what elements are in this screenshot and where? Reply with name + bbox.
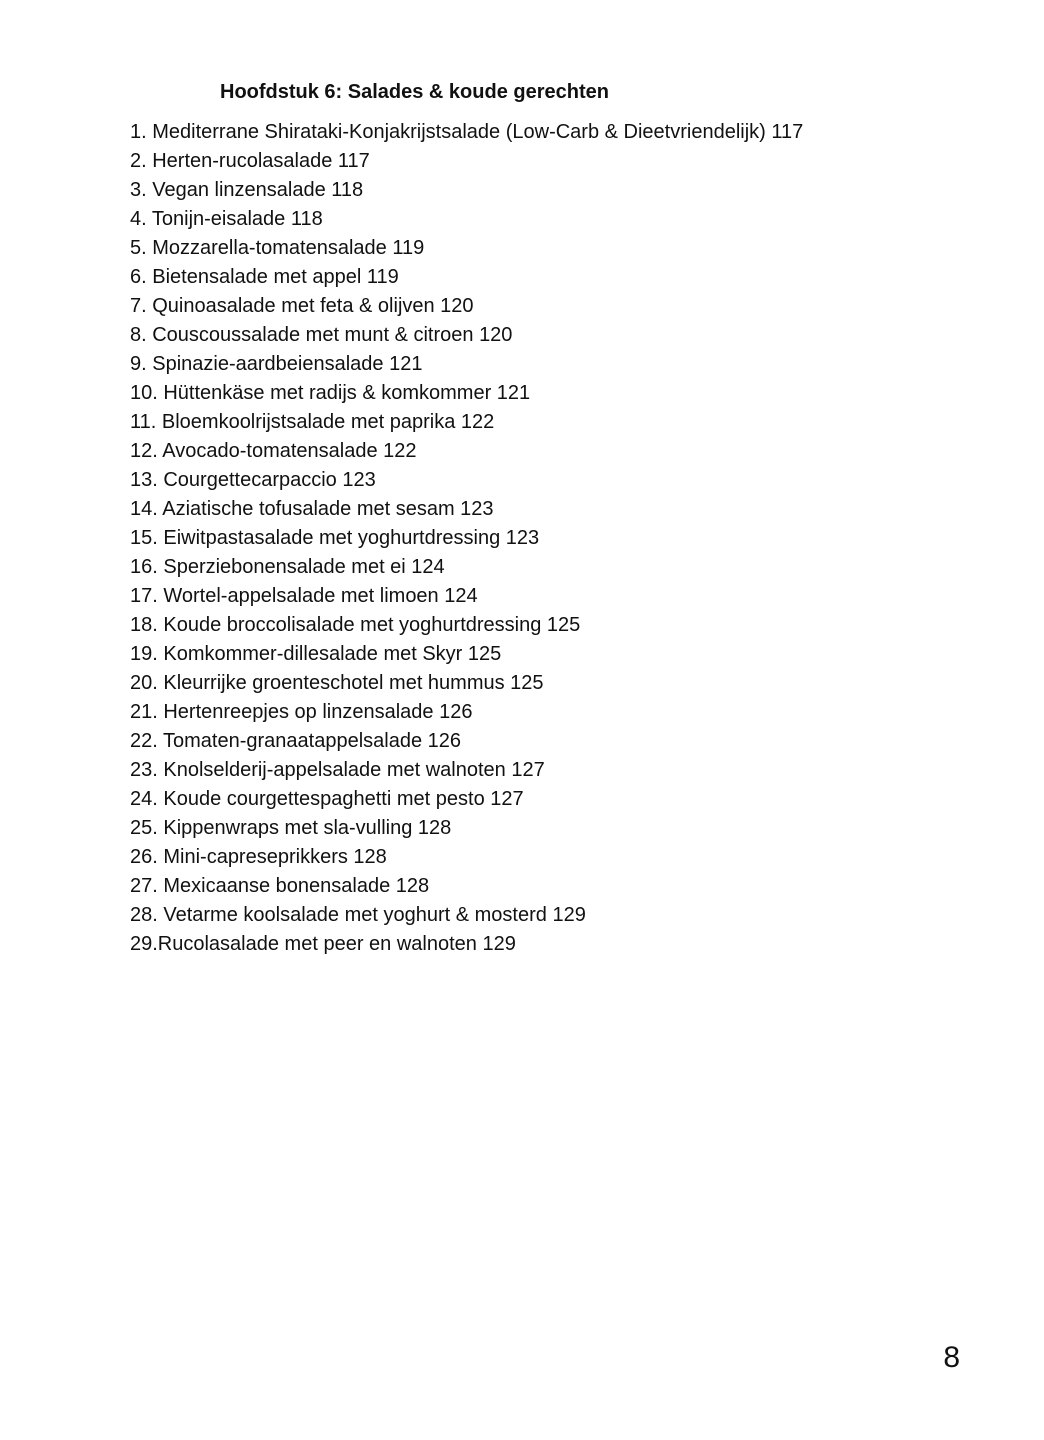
toc-item: 28. Vetarme koolsalade met yoghurt & mosterd 129	[130, 904, 586, 926]
toc-item: 13. Courgettecarpaccio 123	[130, 469, 376, 491]
toc-item: 11. Bloemkoolrijstsalade met paprika 122	[130, 411, 495, 433]
toc-item: 17. Wortel-appelsalade met limoen 124	[130, 585, 478, 607]
toc-item: 25. Kippenwraps met sla-vulling 128	[130, 817, 452, 839]
toc-item: 14. Aziatische tofusalade met sesam 123	[130, 498, 494, 520]
toc-item: 4. Tonijn-eisalade 118	[130, 208, 323, 230]
toc-item: 18. Koude broccolisalade met yoghurtdressing 125	[130, 614, 581, 636]
toc-item: 26. Mini-capreseprikkers 128	[130, 846, 387, 868]
toc-item: 19. Komkommer-dillesalade met Skyr 125	[130, 643, 502, 665]
toc-item: 22. Tomaten-granaatappelsalade 126	[130, 730, 461, 752]
toc-item: 16. Sperziebonensalade met ei 124	[130, 556, 445, 578]
toc-item: 27. Mexicaanse bonensalade 128	[130, 875, 430, 897]
toc-item: 10. Hüttenkäse met radijs & komkommer 121	[130, 382, 531, 404]
toc-item: 3. Vegan linzensalade 118	[130, 179, 364, 201]
toc-item: 15. Eiwitpastasalade met yoghurtdressing 123	[130, 527, 540, 549]
toc-item: 5. Mozzarella-tomatensalade 119	[130, 237, 425, 259]
toc-item: 29.Rucolasalade met peer en walnoten 129	[130, 933, 516, 955]
toc-item: 12. Avocado-tomatensalade 122	[130, 440, 417, 462]
toc-item: 21. Hertenreepjes op linzensalade 126	[130, 701, 473, 723]
toc-item: 20. Kleurrijke groenteschotel met hummus 125	[130, 672, 544, 694]
toc-item: 24. Koude courgettespaghetti met pesto 127	[130, 788, 524, 810]
toc-item: 7. Quinoasalade met feta & olijven 120	[130, 295, 474, 317]
toc-item: 23. Knolselderij-appelsalade met walnoten 127	[130, 759, 545, 781]
toc-item: 6. Bietensalade met appel 119	[130, 266, 399, 288]
chapter-title: Hoofdstuk 6: Salades & koude gerechten	[220, 81, 609, 103]
toc-item: 1. Mediterrane Shirataki-Konjakrijstsalade (Low-Carb & Dieetvriendelijk) 117	[130, 121, 804, 143]
toc-item: 9. Spinazie-aardbeiensalade 121	[130, 353, 423, 375]
toc-item: 8. Couscoussalade met munt & citroen 120	[130, 324, 513, 346]
page-number: 8	[943, 1341, 960, 1374]
table-of-contents	[130, 118, 803, 959]
toc-item: 2. Herten-rucolasalade 117	[130, 150, 370, 172]
